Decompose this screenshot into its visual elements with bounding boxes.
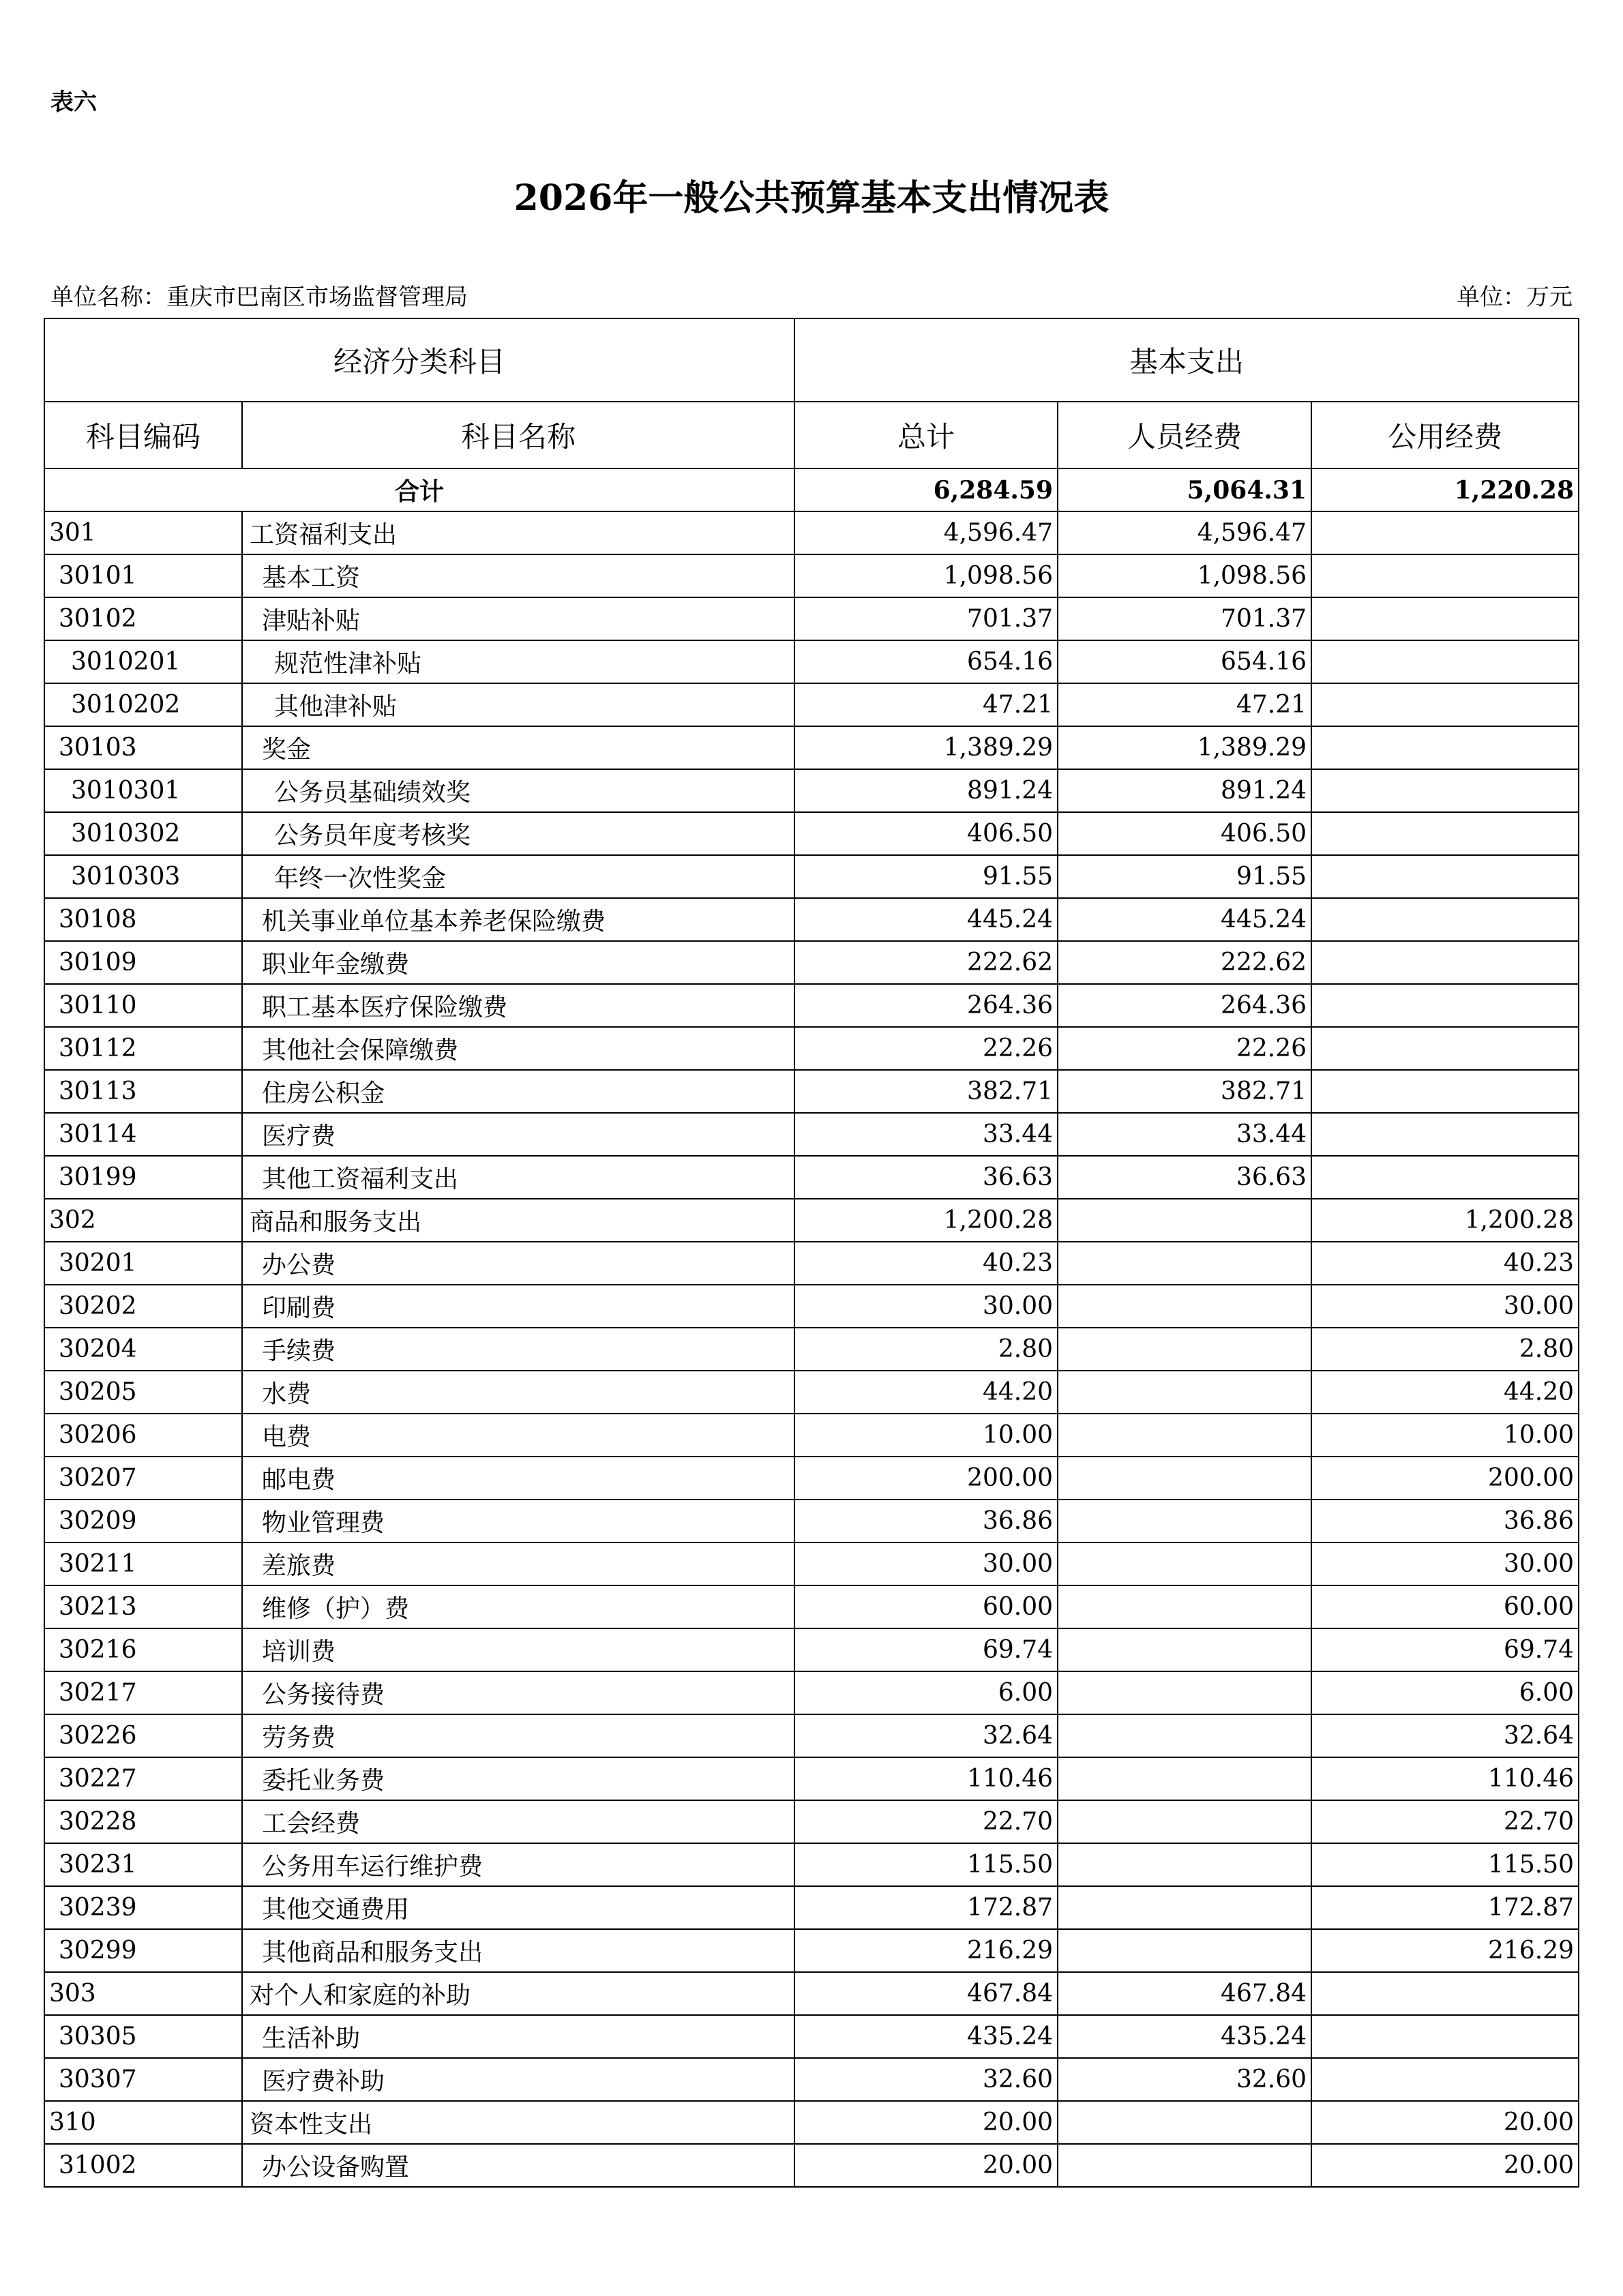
table-row [44, 2101, 1579, 2144]
table-row [44, 1285, 1579, 1328]
row-code: 30217 [44, 1671, 242, 1714]
row-personnel [1058, 1199, 1311, 1242]
row-public [1311, 554, 1579, 597]
table-row [44, 1972, 1579, 2015]
row-personnel [1058, 1800, 1311, 1843]
row-public: 200.00 [1311, 1457, 1579, 1500]
row-code: 30216 [44, 1628, 242, 1671]
header-code: 科目编码 [44, 402, 242, 468]
row-personnel: 406.50 [1058, 812, 1311, 855]
row-personnel: 22.26 [1058, 1027, 1311, 1070]
row-code: 30305 [44, 2015, 242, 2058]
table-row [44, 2015, 1579, 2058]
header-economic-classification: 经济分类科目 [44, 318, 794, 402]
table-row [44, 640, 1579, 683]
row-personnel: 4,596.47 [1058, 511, 1311, 554]
row-personnel: 222.62 [1058, 941, 1311, 984]
row-total: 36.86 [794, 1500, 1058, 1542]
row-code: 30103 [44, 726, 242, 769]
row-total: 32.60 [794, 2058, 1058, 2101]
table-row [44, 726, 1579, 769]
row-name: 公务员基础绩效奖 [242, 769, 794, 812]
row-name: 年终一次性奖金 [242, 855, 794, 898]
header-basic-expenditure: 基本支出 [794, 318, 1579, 402]
row-personnel [1058, 2101, 1311, 2144]
header-name: 科目名称 [242, 402, 794, 468]
row-total: 654.16 [794, 640, 1058, 683]
row-name: 手续费 [242, 1328, 794, 1371]
row-total: 44.20 [794, 1371, 1058, 1414]
row-code: 301 [44, 511, 242, 554]
table-row [44, 1671, 1579, 1714]
table-row [44, 1328, 1579, 1371]
row-total: 115.50 [794, 1843, 1058, 1886]
row-total: 69.74 [794, 1628, 1058, 1671]
row-public: 22.70 [1311, 1800, 1579, 1843]
row-name: 基本工资 [242, 554, 794, 597]
row-code: 30204 [44, 1328, 242, 1371]
row-total: 891.24 [794, 769, 1058, 812]
row-personnel [1058, 1929, 1311, 1972]
row-personnel [1058, 1843, 1311, 1886]
row-personnel: 435.24 [1058, 2015, 1311, 2058]
row-name: 医疗费 [242, 1113, 794, 1156]
row-personnel: 701.37 [1058, 597, 1311, 640]
row-code: 3010202 [44, 683, 242, 726]
table-row [44, 769, 1579, 812]
row-public [1311, 855, 1579, 898]
row-public [1311, 640, 1579, 683]
row-name: 工会经费 [242, 1800, 794, 1843]
row-name: 生活补助 [242, 2015, 794, 2058]
row-personnel [1058, 1757, 1311, 1800]
row-total: 1,200.28 [794, 1199, 1058, 1242]
table-row [44, 1457, 1579, 1500]
row-public [1311, 1113, 1579, 1156]
header-total: 总计 [794, 402, 1058, 468]
row-public: 30.00 [1311, 1542, 1579, 1585]
row-code: 30205 [44, 1371, 242, 1414]
table-row [44, 1414, 1579, 1457]
table-row [44, 2144, 1579, 2187]
row-public: 32.64 [1311, 1714, 1579, 1757]
row-total: 91.55 [794, 855, 1058, 898]
row-code: 30199 [44, 1156, 242, 1199]
row-name: 津贴补贴 [242, 597, 794, 640]
row-code: 30101 [44, 554, 242, 597]
total-row [44, 468, 1579, 511]
unit-name: 单位名称：重庆市巴南区市场监督管理局 [50, 284, 468, 311]
row-name: 资本性支出 [242, 2101, 794, 2144]
table-row [44, 1027, 1579, 1070]
row-personnel: 33.44 [1058, 1113, 1311, 1156]
row-public: 20.00 [1311, 2144, 1579, 2187]
row-public [1311, 511, 1579, 554]
row-public [1311, 683, 1579, 726]
row-name: 机关事业单位基本养老保险缴费 [242, 898, 794, 941]
row-public [1311, 2058, 1579, 2101]
row-total: 382.71 [794, 1070, 1058, 1113]
row-code: 3010301 [44, 769, 242, 812]
row-code: 30112 [44, 1027, 242, 1070]
row-name: 住房公积金 [242, 1070, 794, 1113]
row-public [1311, 812, 1579, 855]
row-total: 10.00 [794, 1414, 1058, 1457]
unit-label: 单位：万元 [1457, 284, 1573, 311]
table-row [44, 1070, 1579, 1113]
row-name: 培训费 [242, 1628, 794, 1671]
row-code: 30226 [44, 1714, 242, 1757]
row-public [1311, 1070, 1579, 1113]
table-row [44, 1371, 1579, 1414]
table-row [44, 1542, 1579, 1585]
row-personnel [1058, 1714, 1311, 1757]
table-row [44, 1585, 1579, 1628]
row-public: 6.00 [1311, 1671, 1579, 1714]
row-name: 电费 [242, 1414, 794, 1457]
row-total: 47.21 [794, 683, 1058, 726]
row-personnel: 654.16 [1058, 640, 1311, 683]
row-personnel: 382.71 [1058, 1070, 1311, 1113]
total-label: 合计 [44, 468, 794, 511]
row-total: 406.50 [794, 812, 1058, 855]
row-personnel: 891.24 [1058, 769, 1311, 812]
row-public [1311, 898, 1579, 941]
header-public: 公用经费 [1311, 402, 1579, 468]
row-code: 3010201 [44, 640, 242, 683]
row-code: 30102 [44, 597, 242, 640]
row-personnel: 36.63 [1058, 1156, 1311, 1199]
row-name: 其他工资福利支出 [242, 1156, 794, 1199]
table-row [44, 1113, 1579, 1156]
table-row [44, 941, 1579, 984]
row-code: 30110 [44, 984, 242, 1027]
row-public [1311, 941, 1579, 984]
row-code: 303 [44, 1972, 242, 2015]
row-name: 劳务费 [242, 1714, 794, 1757]
row-public: 60.00 [1311, 1585, 1579, 1628]
table-row [44, 1800, 1579, 1843]
row-public: 2.80 [1311, 1328, 1579, 1371]
row-personnel: 264.36 [1058, 984, 1311, 1027]
row-personnel [1058, 1328, 1311, 1371]
row-personnel [1058, 1671, 1311, 1714]
row-name: 规范性津补贴 [242, 640, 794, 683]
row-name: 办公费 [242, 1242, 794, 1285]
row-personnel [1058, 1242, 1311, 1285]
row-code: 30239 [44, 1886, 242, 1929]
row-public [1311, 1027, 1579, 1070]
row-public: 69.74 [1311, 1628, 1579, 1671]
row-name: 职业年金缴费 [242, 941, 794, 984]
row-public [1311, 597, 1579, 640]
row-total: 60.00 [794, 1585, 1058, 1628]
row-name: 其他商品和服务支出 [242, 1929, 794, 1972]
row-total: 701.37 [794, 597, 1058, 640]
row-personnel: 47.21 [1058, 683, 1311, 726]
row-personnel [1058, 1457, 1311, 1500]
row-name: 公务用车运行维护费 [242, 1843, 794, 1886]
row-code: 30299 [44, 1929, 242, 1972]
row-code: 30213 [44, 1585, 242, 1628]
row-code: 3010302 [44, 812, 242, 855]
row-code: 30228 [44, 1800, 242, 1843]
row-personnel: 32.60 [1058, 2058, 1311, 2101]
row-name: 其他交通费用 [242, 1886, 794, 1929]
row-code: 30114 [44, 1113, 242, 1156]
total-total: 6,284.59 [794, 468, 1058, 511]
row-total: 32.64 [794, 1714, 1058, 1757]
row-code: 30109 [44, 941, 242, 984]
row-total: 2.80 [794, 1328, 1058, 1371]
row-code: 30209 [44, 1500, 242, 1542]
table-row [44, 2058, 1579, 2101]
row-name: 邮电费 [242, 1457, 794, 1500]
table-row [44, 1886, 1579, 1929]
row-code: 3010303 [44, 855, 242, 898]
row-total: 110.46 [794, 1757, 1058, 1800]
row-code: 30108 [44, 898, 242, 941]
table-row [44, 984, 1579, 1027]
row-personnel [1058, 1414, 1311, 1457]
row-name: 水费 [242, 1371, 794, 1414]
table-row [44, 683, 1579, 726]
row-total: 1,389.29 [794, 726, 1058, 769]
row-total: 467.84 [794, 1972, 1058, 2015]
row-name: 公务员年度考核奖 [242, 812, 794, 855]
row-name: 其他津补贴 [242, 683, 794, 726]
row-code: 30307 [44, 2058, 242, 2101]
row-total: 4,596.47 [794, 511, 1058, 554]
row-personnel: 1,098.56 [1058, 554, 1311, 597]
row-code: 30202 [44, 1285, 242, 1328]
row-personnel: 445.24 [1058, 898, 1311, 941]
row-name: 差旅费 [242, 1542, 794, 1585]
row-public [1311, 769, 1579, 812]
table-row [44, 597, 1579, 640]
row-name: 公务接待费 [242, 1671, 794, 1714]
row-personnel: 467.84 [1058, 1972, 1311, 2015]
row-public: 44.20 [1311, 1371, 1579, 1414]
row-total: 216.29 [794, 1929, 1058, 1972]
row-total: 20.00 [794, 2144, 1058, 2187]
row-name: 委托业务费 [242, 1757, 794, 1800]
row-total: 172.87 [794, 1886, 1058, 1929]
table-row [44, 1628, 1579, 1671]
row-public: 20.00 [1311, 2101, 1579, 2144]
row-personnel [1058, 1500, 1311, 1542]
total-personnel: 5,064.31 [1058, 468, 1311, 511]
row-total: 6.00 [794, 1671, 1058, 1714]
table-row [44, 1242, 1579, 1285]
row-public: 40.23 [1311, 1242, 1579, 1285]
row-total: 222.62 [794, 941, 1058, 984]
row-total: 435.24 [794, 2015, 1058, 2058]
row-total: 40.23 [794, 1242, 1058, 1285]
row-personnel [1058, 1542, 1311, 1585]
row-public: 30.00 [1311, 1285, 1579, 1328]
header-row-groups [44, 318, 1579, 402]
row-public [1311, 726, 1579, 769]
row-name: 维修（护）费 [242, 1585, 794, 1628]
page-title: 2026年一般公共预算基本支出情况表 [513, 177, 1110, 219]
table-row [44, 1757, 1579, 1800]
row-public: 216.29 [1311, 1929, 1579, 1972]
row-total: 33.44 [794, 1113, 1058, 1156]
table-row [44, 554, 1579, 597]
table-row [44, 1929, 1579, 1972]
table-label: 表六 [50, 89, 97, 116]
row-code: 31002 [44, 2144, 242, 2187]
total-public: 1,220.28 [1311, 468, 1579, 511]
row-personnel [1058, 1285, 1311, 1328]
row-public: 1,200.28 [1311, 1199, 1579, 1242]
row-personnel [1058, 1886, 1311, 1929]
row-total: 30.00 [794, 1285, 1058, 1328]
row-code: 302 [44, 1199, 242, 1242]
table-row [44, 855, 1579, 898]
table-row [44, 898, 1579, 941]
row-personnel: 1,389.29 [1058, 726, 1311, 769]
row-name: 职工基本医疗保险缴费 [242, 984, 794, 1027]
row-public [1311, 984, 1579, 1027]
table-row [44, 812, 1579, 855]
row-code: 30113 [44, 1070, 242, 1113]
row-total: 20.00 [794, 2101, 1058, 2144]
row-personnel: 91.55 [1058, 855, 1311, 898]
row-code: 30206 [44, 1414, 242, 1457]
row-public: 10.00 [1311, 1414, 1579, 1457]
row-name: 医疗费补助 [242, 2058, 794, 2101]
table-row [44, 1843, 1579, 1886]
row-name: 奖金 [242, 726, 794, 769]
row-total: 30.00 [794, 1542, 1058, 1585]
row-total: 445.24 [794, 898, 1058, 941]
table-row [44, 1714, 1579, 1757]
row-name: 对个人和家庭的补助 [242, 1972, 794, 2015]
row-public: 110.46 [1311, 1757, 1579, 1800]
table-row [44, 511, 1579, 554]
row-name: 办公设备购置 [242, 2144, 794, 2187]
row-code: 30227 [44, 1757, 242, 1800]
row-public [1311, 2015, 1579, 2058]
row-total: 200.00 [794, 1457, 1058, 1500]
row-personnel [1058, 2144, 1311, 2187]
row-code: 310 [44, 2101, 242, 2144]
row-name: 物业管理费 [242, 1500, 794, 1542]
row-public [1311, 1156, 1579, 1199]
row-personnel [1058, 1585, 1311, 1628]
row-total: 22.26 [794, 1027, 1058, 1070]
row-code: 30231 [44, 1843, 242, 1886]
row-name: 印刷费 [242, 1285, 794, 1328]
table-row [44, 1156, 1579, 1199]
row-name: 其他社会保障缴费 [242, 1027, 794, 1070]
row-personnel [1058, 1371, 1311, 1414]
row-name: 工资福利支出 [242, 511, 794, 554]
table-row [44, 1500, 1579, 1542]
row-public: 172.87 [1311, 1886, 1579, 1929]
row-code: 30207 [44, 1457, 242, 1500]
row-total: 264.36 [794, 984, 1058, 1027]
header-row-columns [44, 402, 1579, 468]
table-row [44, 1199, 1579, 1242]
row-code: 30201 [44, 1242, 242, 1285]
row-total: 1,098.56 [794, 554, 1058, 597]
row-code: 30211 [44, 1542, 242, 1585]
row-total: 36.63 [794, 1156, 1058, 1199]
row-total: 22.70 [794, 1800, 1058, 1843]
row-public: 115.50 [1311, 1843, 1579, 1886]
header-personnel: 人员经费 [1058, 402, 1311, 468]
budget-table [44, 318, 1579, 2188]
row-public: 36.86 [1311, 1500, 1579, 1542]
row-personnel [1058, 1628, 1311, 1671]
row-public [1311, 1972, 1579, 2015]
row-name: 商品和服务支出 [242, 1199, 794, 1242]
